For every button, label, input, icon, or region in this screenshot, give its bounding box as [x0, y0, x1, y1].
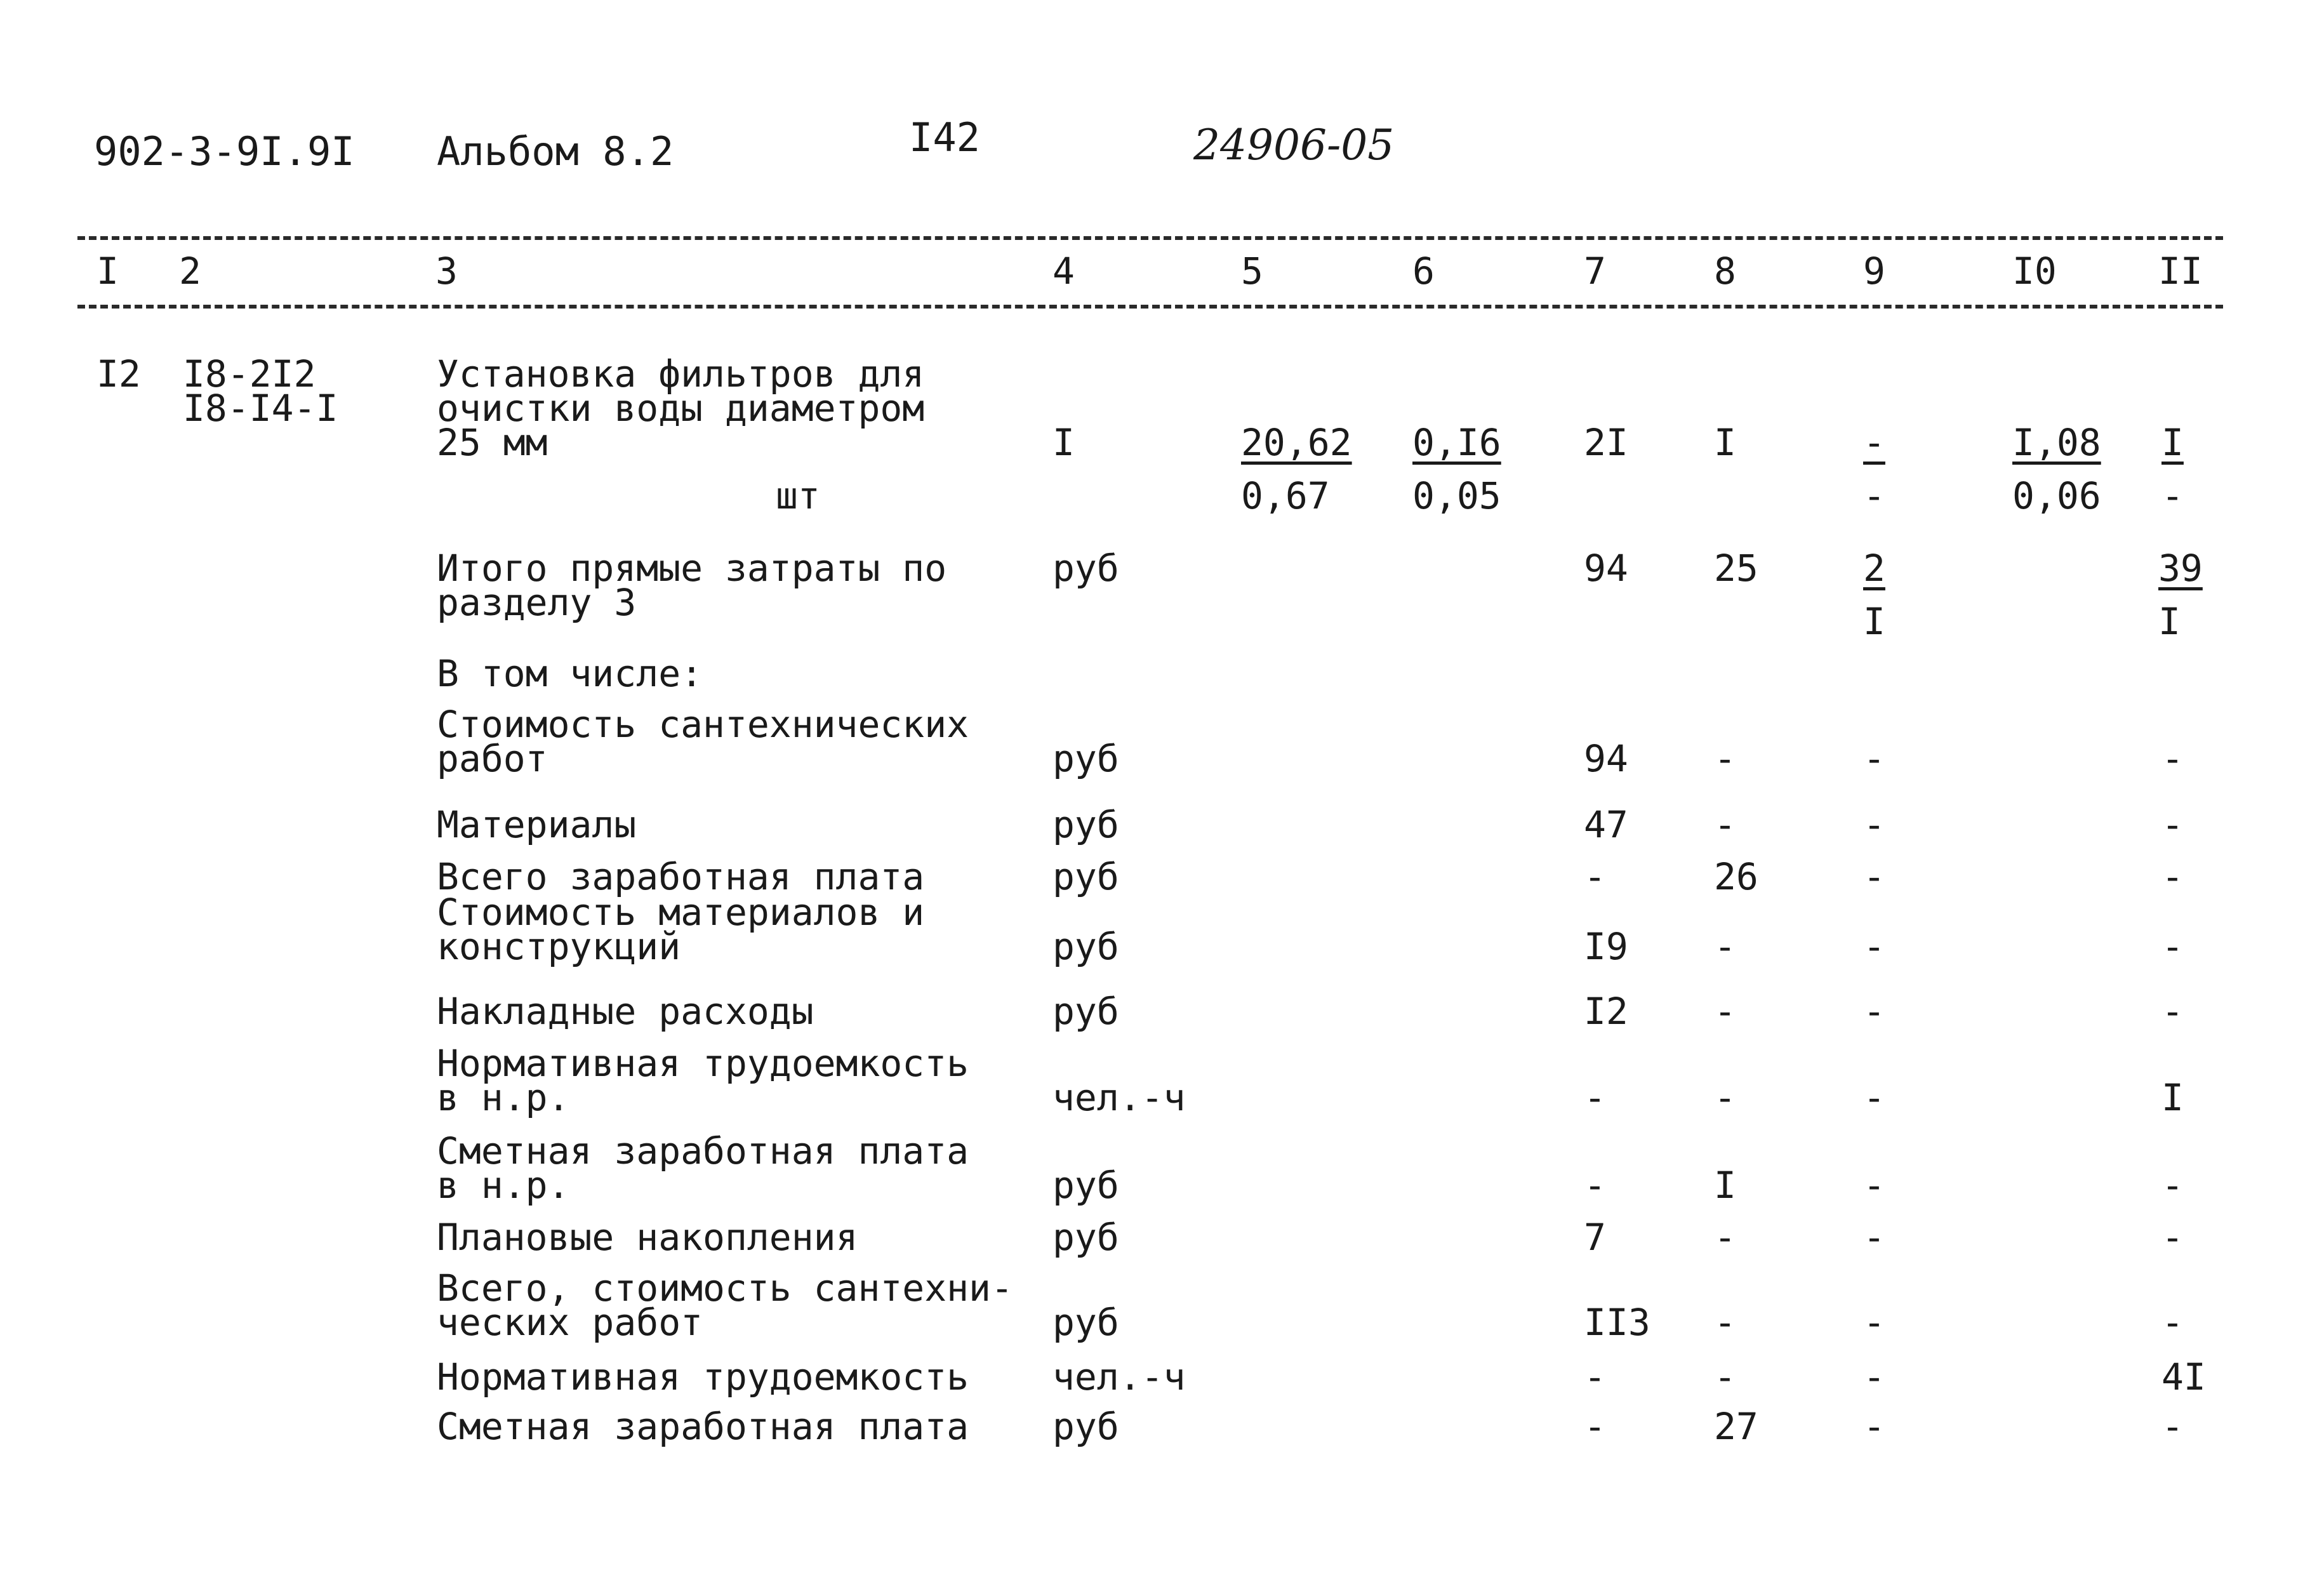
col-header-2: 2: [179, 249, 201, 293]
row-col9: -: [1863, 1355, 1885, 1399]
row-label-line: Накладные расходы: [437, 990, 814, 1033]
row-col8: 26: [1714, 855, 1758, 898]
row-col8: -: [1714, 1355, 1736, 1399]
row-col11: -: [2161, 1405, 2184, 1448]
item-col7: 2I: [1584, 421, 1628, 464]
item-name-line: очистки воды диаметром: [437, 387, 925, 430]
row-unit: чел.-ч: [1052, 1355, 1186, 1399]
item-code: I8-2I2: [183, 352, 316, 395]
row-unit: руб: [1052, 925, 1119, 968]
col-header-11: II: [2158, 249, 2203, 293]
row-unit: руб: [1052, 990, 1119, 1033]
row-col9: -: [1863, 1301, 1885, 1344]
row-col9: -: [1863, 855, 1885, 898]
row-label-line: ческих работ: [437, 1301, 703, 1344]
row-col11: 4I: [2161, 1355, 2206, 1399]
row-col8: 27: [1714, 1405, 1758, 1448]
total-col7: 94: [1584, 547, 1628, 590]
total-label-line: разделу 3: [437, 581, 637, 624]
row-label-line: Нормативная трудоемкость: [437, 1042, 969, 1085]
row-col9: -: [1863, 1216, 1885, 1259]
row-col7: I9: [1584, 925, 1628, 968]
item-col11-top: I: [2161, 421, 2184, 464]
row-label-line: Нормативная трудоемкость: [437, 1355, 969, 1399]
row-unit: руб: [1052, 1216, 1119, 1259]
row-col11: -: [2161, 990, 2184, 1033]
row-label-line: в н.р.: [437, 1076, 570, 1119]
row-label-line: Стоимость сантехнических: [437, 703, 969, 746]
row-col7: II3: [1584, 1301, 1650, 1344]
row-label-line: Плановые накопления: [437, 1216, 858, 1259]
item-col9-bottom: -: [1863, 474, 1885, 517]
col-header-1: I: [96, 249, 119, 293]
row-col7: I2: [1584, 990, 1628, 1033]
row-col11: -: [2161, 1164, 2184, 1207]
item-col11-bottom: -: [2161, 474, 2184, 517]
row-unit: руб: [1052, 1405, 1119, 1448]
col-header-4: 4: [1052, 249, 1075, 293]
row-col7: -: [1584, 1355, 1606, 1399]
document-code: 902-3-9I.9I: [94, 128, 355, 175]
row-col8: -: [1714, 737, 1736, 780]
item-name-line: 25 мм: [437, 421, 548, 464]
row-col7: 47: [1584, 803, 1628, 846]
total-label-line: Итого прямые затраты по: [437, 547, 947, 590]
item-col10-bottom: 0,06: [2012, 474, 2101, 517]
row-label-line: Сметная заработная плата: [437, 1129, 969, 1173]
row-label-line: в н.р.: [437, 1164, 570, 1207]
item-name-line: Установка фильтров для: [437, 352, 925, 395]
item-col9-top: -: [1863, 421, 1885, 464]
row-unit: руб: [1052, 1164, 1119, 1207]
row-col8: -: [1714, 1216, 1736, 1259]
inventory-number: 24906-05: [1193, 121, 1395, 169]
row-unit: руб: [1052, 1301, 1119, 1344]
header-bottom-rule: [77, 305, 2223, 309]
row-col8: -: [1714, 925, 1736, 968]
item-quantity: I: [1052, 421, 1075, 464]
col-header-7: 7: [1584, 249, 1606, 293]
row-col7: -: [1584, 1076, 1606, 1119]
row-col8: -: [1714, 1301, 1736, 1344]
row-label-line: Материалы: [437, 803, 637, 846]
row-label-line: Всего, стоимость сантехни-: [437, 1266, 1013, 1310]
including-label: В том числе:: [437, 652, 703, 695]
item-unit: шт: [776, 474, 820, 517]
row-col9: -: [1863, 803, 1885, 846]
row-col7: -: [1584, 855, 1606, 898]
total-col9-bottom: I: [1863, 600, 1885, 643]
row-col11: -: [2161, 1216, 2184, 1259]
row-col7: -: [1584, 1164, 1606, 1207]
row-col7: 7: [1584, 1216, 1606, 1259]
col-header-8: 8: [1714, 249, 1736, 293]
item-col6-top: 0,I6: [1412, 421, 1501, 464]
row-col11: -: [2161, 925, 2184, 968]
row-col8: -: [1714, 803, 1736, 846]
row-col9: -: [1863, 990, 1885, 1033]
header-top-rule: [77, 236, 2223, 240]
row-label-line: Сметная заработная плата: [437, 1405, 969, 1448]
row-col9: -: [1863, 925, 1885, 968]
row-label-line: конструкций: [437, 925, 681, 968]
total-unit: руб: [1052, 547, 1119, 590]
col-header-5: 5: [1241, 249, 1263, 293]
album-label: Альбом 8.2: [437, 128, 674, 175]
row-label-line: Стоимость материалов и: [437, 891, 925, 934]
col-header-10: I0: [2012, 249, 2057, 293]
item-col5-bottom: 0,67: [1241, 474, 1330, 517]
row-col8: -: [1714, 990, 1736, 1033]
item-code: I8-I4-I: [183, 387, 338, 430]
total-col9-top: 2: [1863, 547, 1885, 590]
row-col11: -: [2161, 1301, 2184, 1344]
row-col7: 94: [1584, 737, 1628, 780]
col-header-3: 3: [435, 249, 458, 293]
row-unit: чел.-ч: [1052, 1076, 1186, 1119]
total-col11-top: 39: [2158, 547, 2203, 590]
total-col8: 25: [1714, 547, 1758, 590]
item-number: I2: [96, 352, 141, 395]
row-label-line: работ: [437, 737, 548, 780]
row-col9: -: [1863, 1076, 1885, 1119]
row-col11: -: [2161, 737, 2184, 780]
row-col9: -: [1863, 1164, 1885, 1207]
row-col8: -: [1714, 1076, 1736, 1119]
item-col5-top: 20,62: [1241, 421, 1352, 464]
row-col11: -: [2161, 803, 2184, 846]
col-header-6: 6: [1412, 249, 1435, 293]
row-col11: -: [2161, 855, 2184, 898]
row-unit: руб: [1052, 737, 1119, 780]
total-col11-bottom: I: [2158, 600, 2181, 643]
row-col9: -: [1863, 1405, 1885, 1448]
page-number: I42: [909, 114, 980, 161]
row-label-line: Всего заработная плата: [437, 855, 925, 898]
row-unit: руб: [1052, 855, 1119, 898]
row-col11: I: [2161, 1076, 2184, 1119]
item-col8: I: [1714, 421, 1736, 464]
row-unit: руб: [1052, 803, 1119, 846]
col-header-9: 9: [1863, 249, 1885, 293]
item-col10-top: I,08: [2012, 421, 2101, 464]
row-col7: -: [1584, 1405, 1606, 1448]
item-col6-bottom: 0,05: [1412, 474, 1501, 517]
row-col9: -: [1863, 737, 1885, 780]
row-col8: I: [1714, 1164, 1736, 1207]
